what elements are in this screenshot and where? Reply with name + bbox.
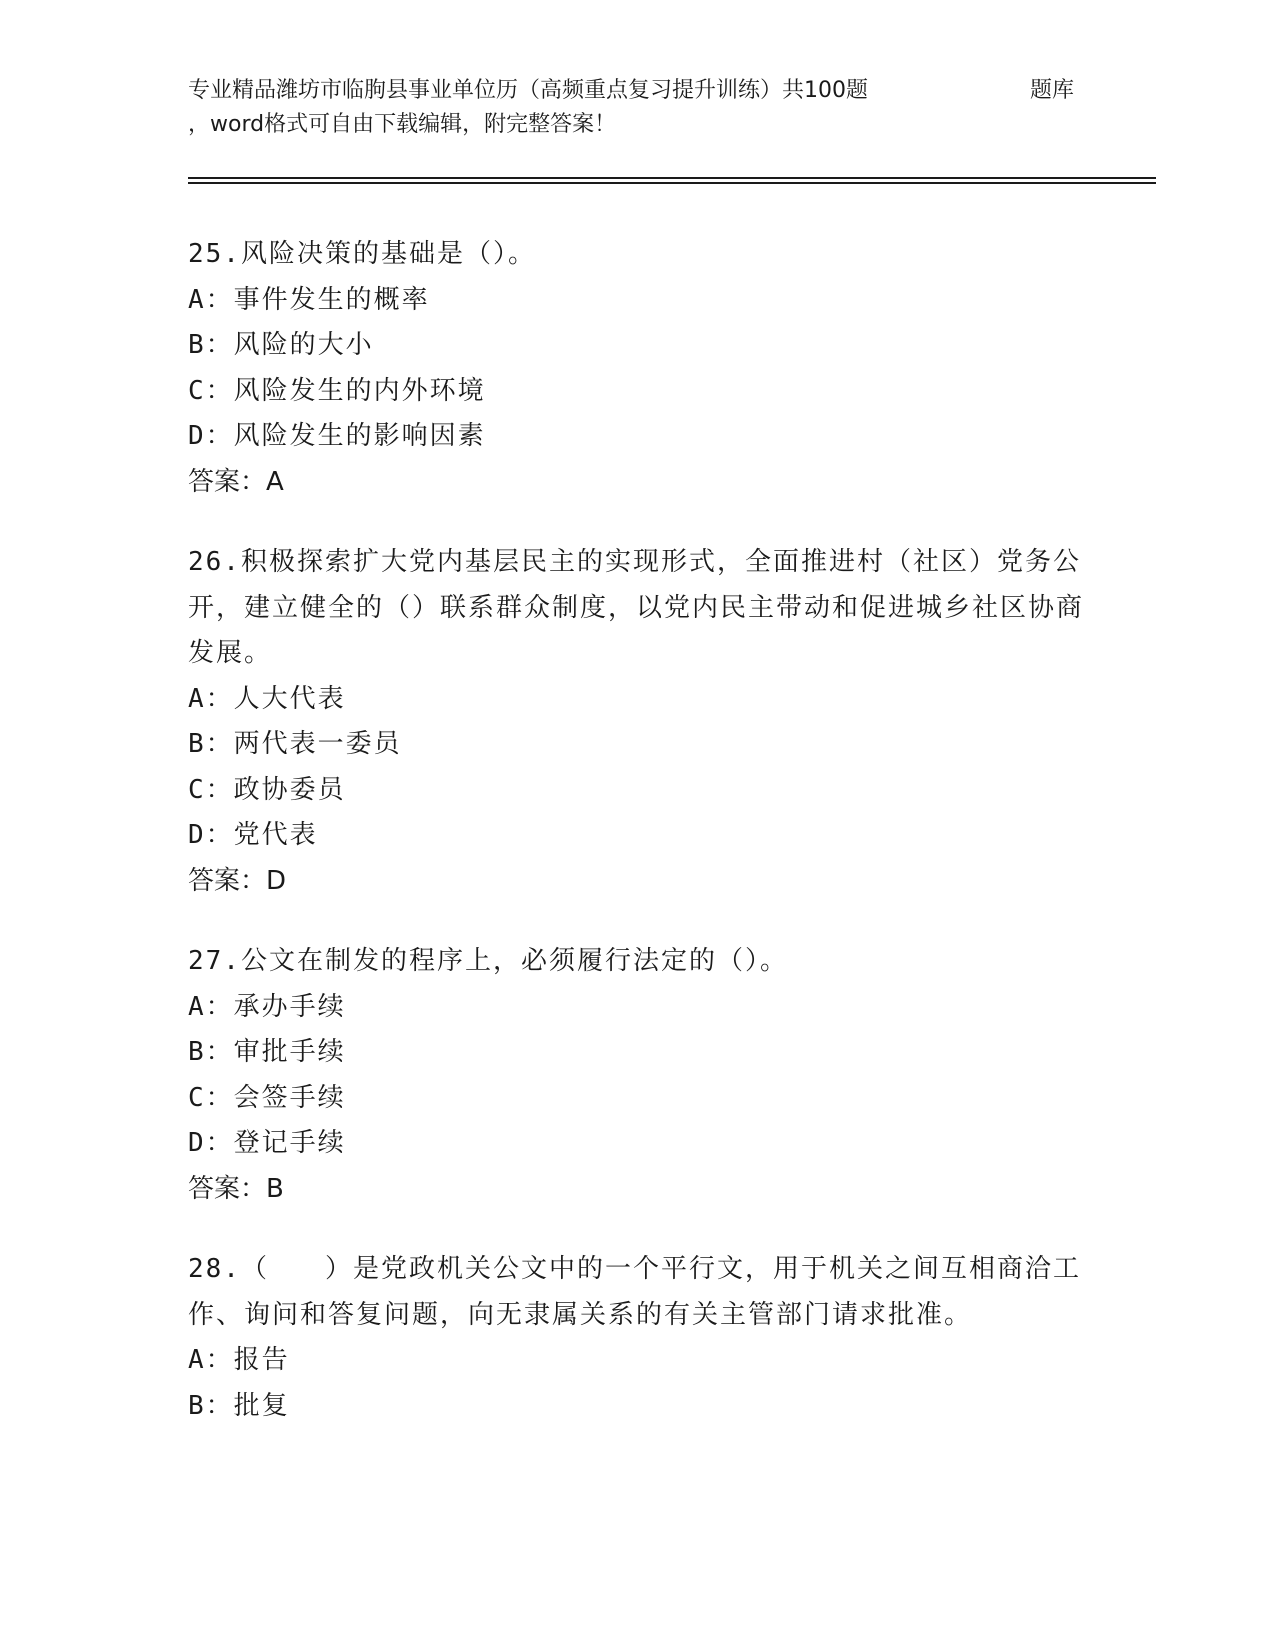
option-a: A：事件发生的概率 [188, 284, 430, 315]
header-divider [188, 177, 1156, 179]
option-d: D：风险发生的影响因素 [188, 421, 486, 451]
question-stem: 25.风险决策的基础是（）。 [188, 239, 536, 269]
option-a: A：报告 [188, 1345, 290, 1375]
option-d: D：党代表 [188, 820, 318, 850]
header-divider-double [188, 182, 1156, 184]
question-list [188, 232, 1088, 1464]
option-c: C：政协委员 [188, 774, 346, 805]
document-tag: 题库 [1030, 78, 1075, 103]
answer-line: 答案：A [188, 466, 284, 497]
option-b: B：批复 [188, 1390, 290, 1421]
question-item [188, 1247, 1088, 1429]
option-a: A：人大代表 [188, 683, 346, 714]
question-stem: 27.公文在制发的程序上，必须履行法定的（）。 [188, 946, 788, 976]
question-item [188, 939, 1088, 1212]
header-line [188, 74, 1168, 108]
question-item [188, 232, 1088, 505]
answer-line: 答案：D [188, 865, 287, 896]
option-d: D：登记手续 [188, 1128, 346, 1158]
option-c: C：风险发生的内外环境 [188, 375, 486, 406]
option-b: B：两代表一委员 [188, 729, 402, 759]
question-stem: 28.（ ）是党政机关公文中的一个平行文，用于机关之间互相商洽工作、询问和答复问题，向无隶属关系的有关主管部门请求批准。 [188, 1254, 1081, 1330]
option-b: B：审批手续 [188, 1037, 346, 1067]
option-c: C：会签手续 [188, 1082, 346, 1113]
page-header [188, 74, 1168, 142]
question-item [188, 540, 1088, 904]
option-a: A：承办手续 [188, 991, 346, 1022]
question-stem: 26.积极探索扩大党内基层民主的实现形式，全面推进村（社区）党务公开，建立健全的（）联系群众制度，以党内民主带动和促进城乡社区协商发展。 [188, 547, 1085, 668]
document-title: 专业精品潍坊市临朐县事业单位历（高频重点复习提升训练）共100题 [188, 78, 868, 103]
document-subtitle: ，word格式可自由下载编辑，附完整答案！ [188, 112, 617, 137]
answer-line: 答案：B [188, 1173, 284, 1204]
option-b: B：风险的大小 [188, 330, 374, 360]
